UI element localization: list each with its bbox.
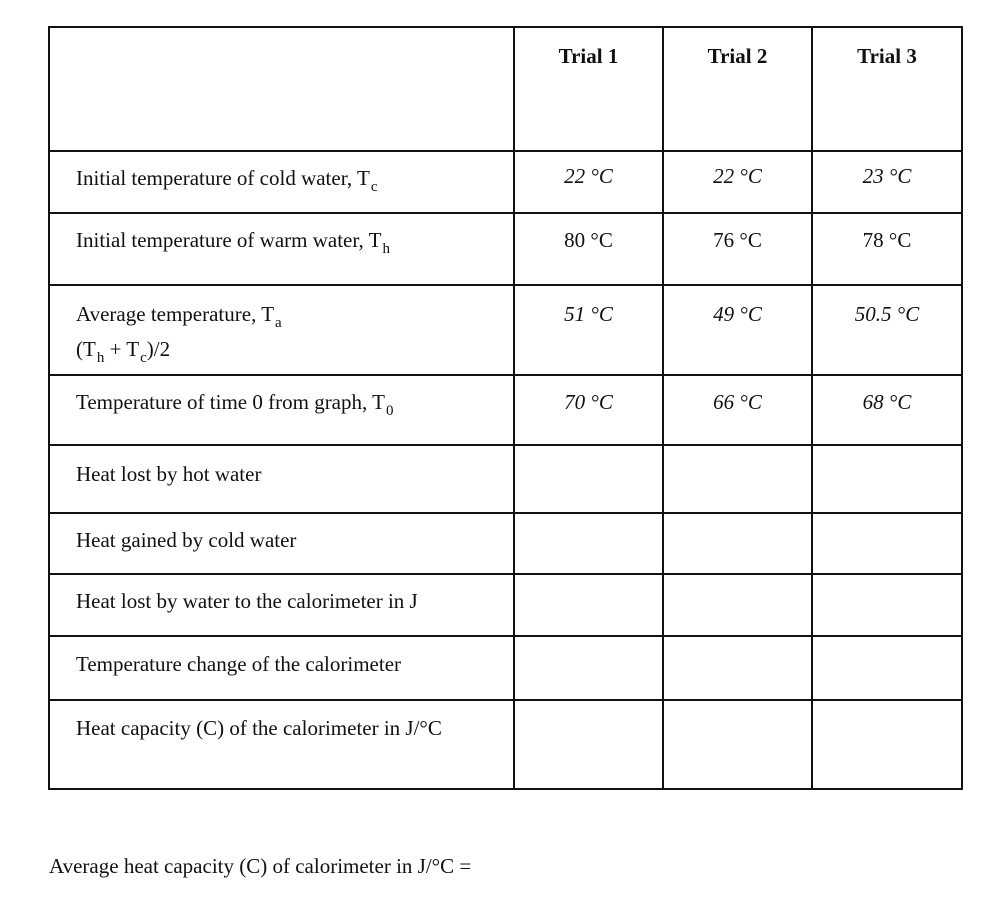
value-trial-2: 49 °C <box>663 285 812 375</box>
table-row <box>49 151 962 213</box>
value-trial-3[interactable] <box>812 636 962 700</box>
header-trial-3: Trial 3 <box>812 27 962 151</box>
value-trial-3[interactable] <box>812 445 962 513</box>
value-trial-1: 70 °C <box>514 375 663 445</box>
header-trial-2: Trial 2 <box>663 27 812 151</box>
row-label-cold-water <box>49 151 514 213</box>
table-row <box>49 636 962 700</box>
value-trial-2[interactable] <box>663 513 812 574</box>
value-trial-1[interactable] <box>514 574 663 636</box>
row-label-subscript: 0 <box>385 403 394 419</box>
value-trial-2: 66 °C <box>663 375 812 445</box>
table-row <box>49 213 962 285</box>
value-trial-1[interactable] <box>514 445 663 513</box>
row-label-text: Average temperature, T <box>76 302 275 326</box>
formula-text: (T <box>76 337 96 361</box>
table-row <box>49 513 962 574</box>
average-heat-capacity-line: Average heat capacity (C) of calorimeter in J/°C = <box>49 854 472 878</box>
formula-subscript: h <box>96 350 105 366</box>
value-trial-1[interactable] <box>514 636 663 700</box>
value-trial-2[interactable] <box>663 700 812 789</box>
row-label-warm-water <box>49 213 514 285</box>
table-row <box>49 375 962 445</box>
header-trial-1: Trial 1 <box>514 27 663 151</box>
value-trial-1[interactable] <box>514 700 663 789</box>
formula-text: + T <box>104 337 140 361</box>
row-label-text: Temperature of time 0 from graph, T <box>76 390 385 414</box>
row-label-subscript: c <box>370 179 378 195</box>
row-label-heat-gained-cold: Heat gained by cold water <box>49 513 514 574</box>
table-row <box>49 285 962 375</box>
value-trial-3[interactable] <box>812 513 962 574</box>
data-table <box>48 26 963 790</box>
value-trial-3: 68 °C <box>812 375 962 445</box>
table-row <box>49 445 962 513</box>
row-label-heat-lost-hot: Heat lost by hot water <box>49 445 514 513</box>
formula-subscript: c <box>140 350 147 366</box>
value-trial-1[interactable] <box>514 513 663 574</box>
value-trial-2: 22 °C <box>663 151 812 213</box>
row-label-subscript: h <box>382 241 390 257</box>
value-trial-3[interactable] <box>812 700 962 789</box>
value-trial-1: 22 °C <box>514 151 663 213</box>
header-row <box>49 27 962 151</box>
row-label-heat-lost-calorimeter: Heat lost by water to the calorimeter in J <box>49 574 514 636</box>
value-trial-2[interactable] <box>663 445 812 513</box>
row-label-text: Initial temperature of warm water, T <box>76 228 382 252</box>
row-label-temp-change-calorimeter: Temperature change of the calorimeter <box>49 636 514 700</box>
value-trial-2[interactable] <box>663 636 812 700</box>
value-trial-3[interactable] <box>812 574 962 636</box>
row-label-average-temp <box>49 285 514 375</box>
value-trial-3: 50.5 °C <box>812 285 962 375</box>
value-trial-3: 78 °C <box>812 213 962 285</box>
table-row <box>49 574 962 636</box>
value-trial-3: 23 °C <box>812 151 962 213</box>
header-cell-empty <box>49 27 514 151</box>
table-row <box>49 700 962 789</box>
row-label-time-zero-temp <box>49 375 514 445</box>
row-label-heat-capacity: Heat capacity (C) of the calorimeter in J/°C <box>49 700 514 789</box>
value-trial-1: 51 °C <box>514 285 663 375</box>
value-trial-2[interactable] <box>663 574 812 636</box>
value-trial-1: 80 °C <box>514 213 663 285</box>
formula-text: )/2 <box>146 337 171 361</box>
row-label-text: Initial temperature of cold water, T <box>76 166 370 190</box>
value-trial-2: 76 °C <box>663 213 812 285</box>
row-label-subscript: a <box>275 315 282 331</box>
